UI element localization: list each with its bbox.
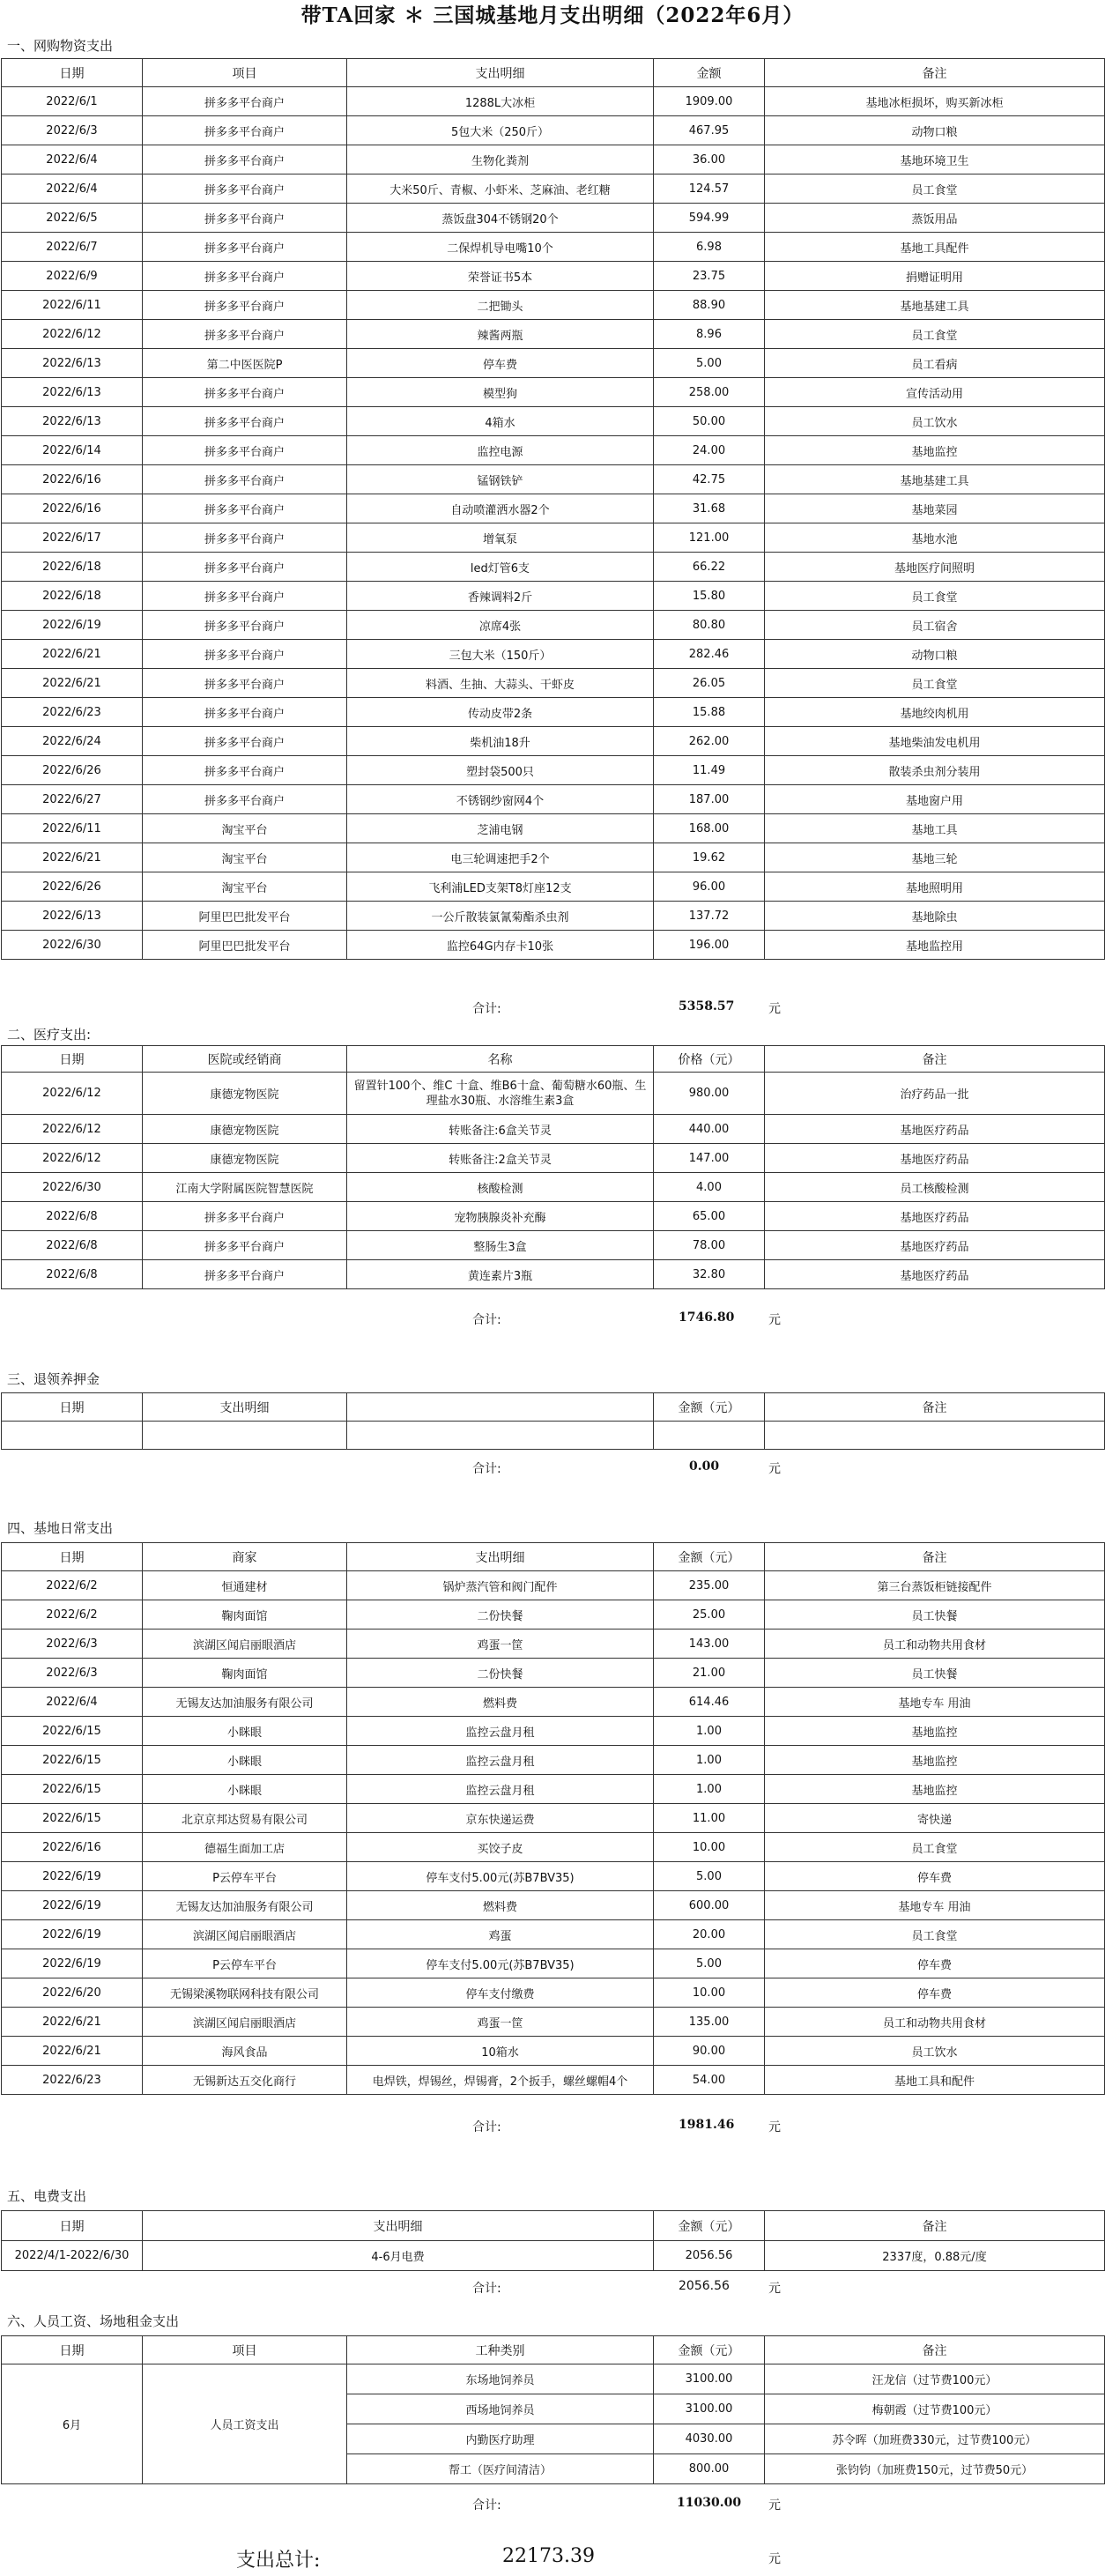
purchases-total-label: 合计: <box>472 1002 501 1016</box>
salary-total-unit: 元 <box>768 2498 781 2513</box>
col-header-amount: 金额（元） <box>654 2211 765 2241</box>
col-header-date: 日期 <box>2 1393 143 1422</box>
medical-total-unit: 元 <box>768 1313 781 1327</box>
table-row: 2022/6/19 无锡友达加油服务有限公司 燃料费 600.00 基地专车 用油 <box>2 1891 1105 1920</box>
col-header-amount: 金额（元） <box>654 1543 765 1571</box>
table-row: 2022/6/13 拼多多平台商户 4箱水 50.00 员工饮水 <box>2 407 1105 436</box>
col-header-date: 日期 <box>2 1543 143 1571</box>
table-row: 2022/6/16 拼多多平台商户 锰钢铁铲 42.75 基地基建工具 <box>2 465 1105 494</box>
grand-total-value: 22173.39 <box>502 2545 595 2567</box>
medical-total-label: 合计: <box>472 1313 501 1327</box>
table-row: 2022/6/2 恒通建材 锅炉蒸汽管和阀门配件 235.00 第三台蒸饭柜链接配件 <box>2 1571 1105 1600</box>
page-title: 带TA回家 ＊ 三国城基地月支出明细（2022年6月） <box>300 4 805 27</box>
table-row: 2022/6/3 滨湖区闻启丽眼酒店 鸡蛋一筐 143.00 员工和动物共用食材 <box>2 1629 1105 1659</box>
table-row: 2022/6/30 江南大学附属医院智慧医院 核酸检测 4.00 员工核酸检测 <box>2 1173 1105 1202</box>
electricity-total: 2056.56 <box>679 2279 730 2293</box>
col-header-item: 项目 <box>143 59 347 87</box>
electricity-table <box>1 2210 1105 2271</box>
table-row: 2022/6/19 拼多多平台商户 凉席4张 80.80 员工宿舍 <box>2 611 1105 640</box>
table-row: 2022/6/13 拼多多平台商户 模型狗 258.00 宣传活动用 <box>2 378 1105 407</box>
table-row: 2022/6/15 小眯眼 监控云盘月租 1.00 基地监控 <box>2 1746 1105 1775</box>
salary-project: 人员工资支出 <box>143 2364 347 2484</box>
section-heading-medical: 二、医疗支出: <box>7 1027 92 1043</box>
table-row: 2022/6/21 拼多多平台商户 料酒、生抽、大蒜头、干虾皮 26.05 员工食堂 <box>2 669 1105 698</box>
table-row: 2022/6/19 P云停车平台 停车支付5.00元(苏B7BV35) 5.00 停车费 <box>2 1862 1105 1891</box>
section-heading-deposit: 三、退领养押金 <box>7 1371 100 1387</box>
table-row: 2022/6/12 拼多多平台商户 辣酱两瓶 8.96 员工食堂 <box>2 320 1105 349</box>
grand-total-label: 支出总计: <box>236 2550 321 2572</box>
table-row: 2022/6/27 拼多多平台商户 不锈钢纱窗网4个 187.00 基地窗户用 <box>2 785 1105 814</box>
col-header-blank <box>347 1393 654 1422</box>
medical-total: 1746.80 <box>679 1310 735 1325</box>
section-heading-electricity: 五、电费支出 <box>7 2188 87 2204</box>
table-row: 2022/6/18 拼多多平台商户 led灯管6支 66.22 基地医疗间照明 <box>2 553 1105 582</box>
col-header-amount: 金额 <box>654 59 765 87</box>
table-row: 2022/6/20 无锡梁溪物联网科技有限公司 停车支付缴费 10.00 停车费 <box>2 1978 1105 2008</box>
table-row: 2022/6/16 拼多多平台商户 自动喷灌洒水器2个 31.68 基地菜园 <box>2 494 1105 523</box>
grand-total-unit: 元 <box>768 2552 781 2566</box>
table-row: 西场地饲养员 3100.00 梅朝霞（过节费100元） <box>2 2394 1105 2424</box>
col-header-name: 名称 <box>347 1046 654 1073</box>
table-row: 2022/6/8 拼多多平台商户 整肠生3盒 78.00 基地医疗药品 <box>2 1231 1105 1260</box>
salary-table <box>1 2335 1105 2484</box>
table-row: 2022/6/15 小眯眼 监控云盘月租 1.00 基地监控 <box>2 1775 1105 1804</box>
col-header-detail: 支出明细 <box>143 1393 347 1422</box>
deposit-total-unit: 元 <box>768 1462 781 1476</box>
table-row: 6月 人员工资支出 东场地饲养员 3100.00 汪龙信（过节费100元） <box>2 2364 1105 2394</box>
table-row: 2022/6/30 阿里巴巴批发平台 监控64G内存卡10张 196.00 基地监控用 <box>2 931 1105 960</box>
col-header-price: 价格（元） <box>654 1046 765 1073</box>
electricity-total-unit: 元 <box>768 2282 781 2296</box>
table-row: 2022/6/3 鞠肉面馆 二份快餐 21.00 员工快餐 <box>2 1659 1105 1688</box>
col-header-job-type: 工种类别 <box>347 2336 654 2364</box>
table-row <box>2 1422 1105 1450</box>
table-row: 2022/6/21 拼多多平台商户 三包大米（150斤） 282.46 动物口粮 <box>2 640 1105 669</box>
table-row: 帮工（医疗间清洁） 800.00 张钧钧（加班费150元，过节费50元） <box>2 2454 1105 2484</box>
table-row: 2022/6/12 康德宠物医院 留置针100个、维C 十盒、维B6十盒、葡萄糖水60瓶、生理盐水30瓶、水溶维生素3盒 980.00 治疗药品一批 <box>2 1073 1105 1115</box>
col-header-note: 备注 <box>765 2336 1105 2364</box>
table-row: 2022/6/8 拼多多平台商户 黄连素片3瓶 32.80 基地医疗药品 <box>2 1260 1105 1289</box>
table-row: 2022/6/4 拼多多平台商户 大米50斤、青椒、小虾米、芝麻油、老红糖 124.57 员工食堂 <box>2 174 1105 204</box>
col-header-note: 备注 <box>765 1046 1105 1073</box>
table-row: 2022/6/5 拼多多平台商户 蒸饭盘304不锈钢20个 594.99 蒸饭用品 <box>2 204 1105 233</box>
col-header-merchant: 商家 <box>143 1543 347 1571</box>
table-row: 2022/6/16 德福生面加工店 买饺子皮 10.00 员工食堂 <box>2 1833 1105 1862</box>
table-row: 2022/6/26 拼多多平台商户 塑封袋500只 11.49 散装杀虫剂分装用 <box>2 756 1105 785</box>
table-row: 2022/6/4 无锡友达加油服务有限公司 燃料费 614.46 基地专车 用油 <box>2 1688 1105 1717</box>
table-row: 2022/6/18 拼多多平台商户 香辣调料2斤 15.80 员工食堂 <box>2 582 1105 611</box>
table-row: 2022/6/12 康德宠物医院 转账备注:6盒关节灵 440.00 基地医疗药品 <box>2 1115 1105 1144</box>
col-header-note: 备注 <box>765 59 1105 87</box>
table-row: 2022/6/19 滨湖区闻启丽眼酒店 鸡蛋 20.00 员工食堂 <box>2 1920 1105 1949</box>
col-header-item: 项目 <box>143 2336 347 2364</box>
deposit-total-label: 合计: <box>472 1462 501 1476</box>
table-row: 2022/6/21 淘宝平台 电三轮调速把手2个 19.62 基地三轮 <box>2 843 1105 872</box>
col-header-amount: 金额（元） <box>654 1393 765 1422</box>
purchases-table <box>1 58 1105 960</box>
table-row: 2022/6/23 无锡新达五交化商行 电焊铁，焊锡丝，焊锡膏，2个扳手，螺丝螺帽4个 54.00 基地工具和配件 <box>2 2066 1105 2095</box>
deposit-table <box>1 1392 1105 1450</box>
col-header-note: 备注 <box>765 1393 1105 1422</box>
col-header-date: 日期 <box>2 2336 143 2364</box>
table-row: 2022/4/1-2022/6/30 4-6月电费 2056.56 2337度，0.88元/度 <box>2 2241 1105 2271</box>
deposit-total: 0.00 <box>689 1459 720 1474</box>
purchases-total: 5358.57 <box>679 999 735 1013</box>
section-heading-daily: 四、基地日常支出 <box>7 1520 114 1536</box>
daily-total: 1981.46 <box>679 2118 735 2132</box>
table-row: 内勤医疗助理 4030.00 苏令晖（加班费330元，过节费100元） <box>2 2424 1105 2454</box>
table-row: 2022/6/19 P云停车平台 停车支付5.00元(苏B7BV35) 5.00 停车费 <box>2 1949 1105 1978</box>
table-row: 2022/6/24 拼多多平台商户 柴机油18升 262.00 基地柴油发电机用 <box>2 727 1105 756</box>
daily-total-label: 合计: <box>472 2120 501 2134</box>
col-header-detail: 支出明细 <box>347 59 654 87</box>
table-row: 2022/6/21 海风食品 10箱水 90.00 员工饮水 <box>2 2037 1105 2066</box>
table-row: 2022/6/15 小眯眼 监控云盘月租 1.00 基地监控 <box>2 1717 1105 1746</box>
table-row: 2022/6/26 淘宝平台 飞利浦LED支架T8灯座12支 96.00 基地照明用 <box>2 872 1105 902</box>
table-row: 2022/6/13 第二中医医院P 停车费 5.00 员工看病 <box>2 349 1105 378</box>
medical-table <box>1 1045 1105 1289</box>
col-header-note: 备注 <box>765 1543 1105 1571</box>
table-row: 2022/6/7 拼多多平台商户 二保焊机导电嘴10个 6.98 基地工具配件 <box>2 233 1105 262</box>
col-header-amount: 金额（元） <box>654 2336 765 2364</box>
purchases-total-unit: 元 <box>768 1002 781 1016</box>
section-heading-purchases: 一、网购物资支出 <box>7 38 114 54</box>
table-row: 2022/6/21 滨湖区闻启丽眼酒店 鸡蛋一筐 135.00 员工和动物共用食材 <box>2 2008 1105 2037</box>
salary-month: 6月 <box>2 2364 143 2484</box>
table-row: 2022/6/15 北京京邦达贸易有限公司 京东快递运费 11.00 寄快递 <box>2 1804 1105 1833</box>
col-header-detail: 支出明细 <box>347 1543 654 1571</box>
col-header-detail: 支出明细 <box>143 2211 654 2241</box>
table-row: 2022/6/9 拼多多平台商户 荣誉证书5本 23.75 捐赠证明用 <box>2 262 1105 291</box>
section-heading-salary: 六、人员工资、场地租金支出 <box>7 2313 180 2329</box>
salary-total-label: 合计: <box>472 2498 501 2513</box>
col-header-date: 日期 <box>2 2211 143 2241</box>
col-header-date: 日期 <box>2 1046 143 1073</box>
daily-table <box>1 1542 1105 2095</box>
salary-total: 11030.00 <box>677 2496 742 2510</box>
table-row: 2022/6/11 淘宝平台 芝浦电钢 168.00 基地工具 <box>2 814 1105 843</box>
table-row: 2022/6/12 康德宠物医院 转账备注:2盒关节灵 147.00 基地医疗药品 <box>2 1144 1105 1173</box>
col-header-date: 日期 <box>2 59 143 87</box>
table-row: 2022/6/17 拼多多平台商户 增氧泵 121.00 基地水池 <box>2 523 1105 553</box>
table-row: 2022/6/11 拼多多平台商户 二把锄头 88.90 基地基建工具 <box>2 291 1105 320</box>
table-row: 2022/6/2 鞠肉面馆 二份快餐 25.00 员工快餐 <box>2 1600 1105 1629</box>
table-row: 2022/6/23 拼多多平台商户 传动皮带2条 15.88 基地绞肉机用 <box>2 698 1105 727</box>
table-row: 2022/6/14 拼多多平台商户 监控电源 24.00 基地监控 <box>2 436 1105 465</box>
table-row: 2022/6/8 拼多多平台商户 宠物胰腺炎补充酶 65.00 基地医疗药品 <box>2 1202 1105 1231</box>
table-row: 2022/6/3 拼多多平台商户 5包大米（250斤） 467.95 动物口粮 <box>2 116 1105 145</box>
daily-total-unit: 元 <box>768 2120 781 2134</box>
table-row: 2022/6/13 阿里巴巴批发平台 一公斤散装氯氰菊酯杀虫剂 137.72 基地除虫 <box>2 902 1105 931</box>
table-row: 2022/6/1 拼多多平台商户 1288L大冰柜 1909.00 基地冰柜损坏，购买新冰柜 <box>2 87 1105 116</box>
table-row: 2022/6/4 拼多多平台商户 生物化粪剂 36.00 基地环境卫生 <box>2 145 1105 174</box>
col-header-note: 备注 <box>765 2211 1105 2241</box>
electricity-total-label: 合计: <box>472 2282 501 2296</box>
col-header-supplier: 医院或经销商 <box>143 1046 347 1073</box>
